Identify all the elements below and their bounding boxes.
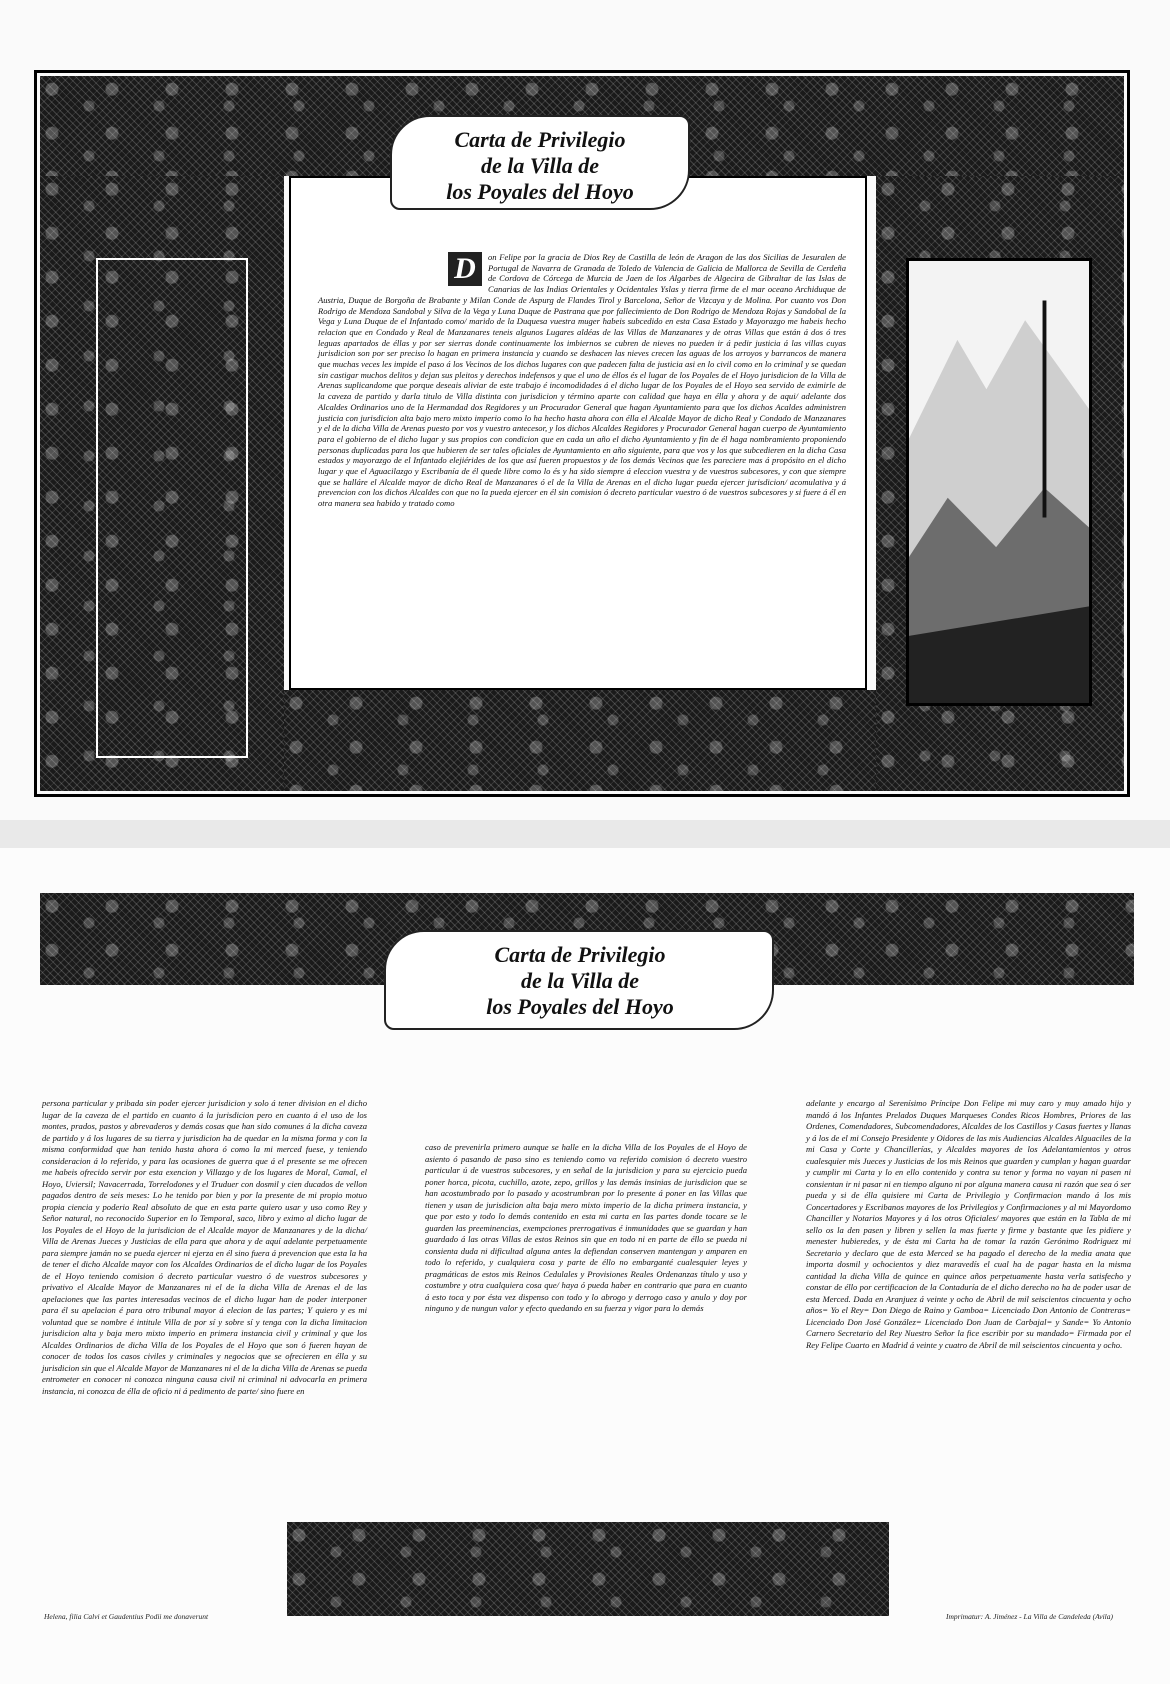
tools-illustration-bottom bbox=[284, 690, 876, 791]
mountain-icon bbox=[909, 261, 1089, 703]
document-page-1 bbox=[0, 0, 1170, 820]
text-column-3: adelante y encargo al Serenísimo Príncipe Don Felipe mi muy caro y muy amado hijo y mandó á los Infantes Prelados Duques Marqueses Condes Ricos Hombres, Priores de las Ordenes, Comendadores, Subcomendadores, Alcaldes de los Castillos y Casas fuertes y llanas y á los de el mi Consejo Presidente y Oidores de las mis Audiencias Alcaldes Alguaciles de la mi Casa y Corte y Chancillerías, y Alcaldes mayores de los Adelantamientos y otros cualesquier mis Jueces y Justicias de los mis Reinos que guarden y cumplan y hagan guardar y cumplir mi Carta y lo en ello contenido y contra su tenor y forma no vayan ni pasen ni consientan ir ni pasar ni en tiempo alguno ni por alguna manera causa ni razón que sea ó ser pueda y si de élla quisiere mi Carta de Privilegio y Confirmacion mando á los mis Concertadores y Escribanos mayores de los Privilegios y Confirmaciones y al mi Mayordomo Chanciller y Notarios Mayores y á los otros Oficiales/ mayores que están en la Tabla de mi sello os la den pasen y libren y sellen la mas fuerte y firme y bastante que les pidiere y menester hubieredes, y de ésta mi Carta ha de tomar la razón Gerónimo Rodriguez mi Secretario y declaro que de esta Merced se ha pagado el derecho de la media anata que importa dosmil y ochocientos y diez maravedís el cual ha de pagar hasta en la misma cantidad la dicha Villa de quince en quince años perpetuamente hasta verla satisfecho y constar de éllo por certificacion de la Contaduría de el dicho derecho no ha de poder usar de esta Merced. Dada en Aranjuez á veinte y ocho de Abril de mil seiscientos cincuenta y ocho años= Yo el Rey= Don Diego de Raino y Gamboa= Licenciado Don Antonio de Contreras= Licenciado Don José González= Licenciado Don Juan de Carbajal= y Sande= Yo Antonio Carnero Secretario del Rey Nuestro Señor la fice escribir por su mandado= Firmada por el Rey Felipe Cuarto en Madrid á veinte y cuatro de Abril de mil seiscientos cincuenta y ocho. bbox=[806, 1098, 1131, 1350]
tools-illustration-bottom bbox=[287, 1522, 889, 1616]
charter-paragraph: on Felipe por la gracia de Dios Rey de Castilla de león de Aragon de las dos Sicilias de Jesuralen de Portugal de Navarra de Granada de Toledo de Valencia de Galicia de Mallorca de Sevilla de Cerdeña de Cordova de Córcega de Murcia de Jaen de los Algarbes de Algecira de Gibraltar de las Islas de Canarias de las Indias Orientales y Ocidentales Yslas y tierra firme de el mar oceano Archiduque de Austria, Duque de Borgoña de Brabante y Milan Conde de Aspurg de Flandes Tirol y Barcelona, Señor de Vizcaya y de Molina. Por cuanto vos Don Rodrigo de Mendoza Sandobal y Silva de la Vega y Luna Duque de Pastrana que por fallecimiento de Don Rodrigo de Mendoza Rojas y Sandobal de la Vega y Luna Duque de el Infantado como/ marido de la Duquesa vuestra muger habeis subcedido en esta Casa Estado y Mayorazgo me habeis hecho relacion que en Condado y Real de Manzanares teneis algunos Lugares aldéas de las Villas de Manzanares y de otras Villas que están á dos ó tres leguas apartados de éllas y por ser sierras donde continuamente los imbiernos se cubren de nieves no pueden ir á pedir justicia á las villas cuyas jurisdicion son por ser preciso lo hagan en primera instancia y cuando se deshacen las nieves crecen las aguas de los arroyos y barrancos de manera que muchas veces les impide el paso á los Vecinos de los dichos lugares con que padecen falta de justicia asi en lo civil como en lo criminal y se quedan sin castigar muchos delitos y dejan sus pleitos y derechos indefensos y que el uno de éllos és el lugar de los Poyales de el Hoyo jurisdicion de la Villa de Arenas suplicandome que porque deseais aliviar de este trabajo é incomodidades á el dicho lugar de los Poyales de el Hoyo sea servido de eximirle de la caveza de partido y darla titulo de Villa distinta con jurisdicion y término aparte con calidad que haya en élla y ahora y de aqui/ adelante dos Alcaldes Ordinarios uno de la Hermandad dos Regidores y un Procurador General que hagan Ayuntamiento para que los dichos Acaldes administren justicia con jurisdicion alta bajo mero mixto imperio como lo ha hecho hasta ahora con élla el Alcalde Mayor de dicho Real y Condado de Manzanares y el de la dicha Villa de Arenas puesto por vos y vuestro antecesor, y los dichos Alcaldes Regidores y Procurador General hagan cuerpo de Ayuntamiento para el gobierno de el dicho lugar y sus propios con condicion que en cada un año el dicho Ayuntamiento y fin de él haga nombramiento proponiendo personas duplicadas para los que hubieren de ser tales oficiales de Ayuntamiento en año siguiente, para que vos y los que subcedieren en la dicha Casa estados y mayorazgo de el Infantado elejiérides de los que así fueren propuestos y de los demás Vecinos que les pareciere mas á propósito en el dicho lugar y que el Aguacilazgo y Escribanía de él quede libre como lo és y ha sido siempre á eleccion vuestra y de vuestros subcesores, y con que siempre que se halláre el Alcalde mayor de dicho Real de Manzanares ó el de la Villa de Arenas en el dicho lugar pueda ejercer jurisdicion/ acomulativa y á prevencion con los dichos Alcaldes con que no la pueda ejercer en él sin comision ó decreto particular vuestro ó de vuestros subcesores y si fuere á él en otra manera sea habido y tratado como bbox=[318, 252, 846, 509]
footer-credit: Helena, filia Calvi et Gaudentius Podii me donaverunt bbox=[44, 1612, 209, 1621]
text-column-1: persona particular y pribada sin poder ejercer jurisdicion y solo á tener division en el dicho lugar de la caveza de el partido en cuanto á la jurisdicion pero en cuanto á el uso de los montes, prados, pastos y abrevaderos y demás cosas que han sido comunes á la dicha caveza de partido y á los lugares de su tierra y jurisdicion ha de quedar en la misma forma y con la misma conformidad que han tenido hasta ahora ó como la mi merced fuese, y teniendo consideracion á lo referido, y para las ocasiones de guerra que á el presente se me ofrecen me habeis ofrecido servir por esta exencion y Villazgo y de los lugares de Moral, Camal, el Hoyo, Uviersil; Navacerrada, Torrelodones y el Truduer con dosmil y cien ducados de vellon pagados dentro de seis meses: Lo he tenido por bien y por la presente de mi propio motuo propia ciencia y poderio Real absoluto de que en esta parte quiero usar y uso como Rey y Señor natural, no reconocido Superior en lo Temporal, saco, libro y eximo al dicho lugar de los Poyales de el Hoyo de la jurisdicion de el Alcalde mayor de Manzanares y de la dicha/ Villa de Arenas Jueces y Justicias de ella para que ahora y de aquí adelante perpetuamente para siempre jamán no se pueda ejercer ni ejerza en él sino fuera á prevencion que esta la ha de tener el dicho Alcalde mayor con los Alcaldes Ordinarios de el dicho lugar de los Poyales de el Hoyo teniendo comision ó decreto particular vuestro ó de vuestros subcesores y privativo el Alcalde Mayor de Manzanares ni el de la dicha Villa de Arenas el de las apelaciones que las partes interesadas vecinos de el dicho lugar han de poder interponer para él su apelacion é para otro tribunal mayor á elecion de las partes; Y quiero y es mi voluntad que se nombre é intitule Villa de por sí y sobre sí y tenga con la dicha limitacion jurisdicion alta y baja mero mixto imperio en primera instancia civil y criminal y que los Alcaldes Ordinarios de dicha Villa de los Poyales de el Hoyo que son ó fueren hayan de conocer de todos los casos civiles y criminales y negocios que se ofrecieren en élla y su jurisdicion sin que el Alcalde Mayor de Manzanares ni el de la dicha Villa de Arenas se pueda entrometer en conocer ni conozca ninguna causa civil ni criminal ni advocarla en primera instancia, ni conozca de élla de oficio ni á pedimento de parte/ sino fuere en bbox=[42, 1098, 367, 1396]
page-title: Carta de Privilegio de la Villa de los Poyales del Hoyo bbox=[446, 127, 634, 204]
page-title: Carta de Privilegio de la Villa de los Poyales del Hoyo bbox=[486, 942, 674, 1019]
document-page-2 bbox=[0, 848, 1170, 1684]
dropcap-letter: D bbox=[448, 252, 482, 286]
page-separator bbox=[0, 820, 1170, 848]
charter-body bbox=[318, 252, 846, 509]
footer-imprimatur: Imprimatur: A. Jiménez - La Villa de Candeleda (Avila) bbox=[946, 1612, 1113, 1621]
mountain-landscape-illustration bbox=[906, 258, 1092, 706]
lily-illustration bbox=[96, 258, 248, 758]
text-column-2: caso de prevenirla primero aunque se halle en la dicha Villa de los Poyales de el Hoyo de asiento ó pasando de paso sino es teniendo como va referido comision ó decreto vuestro particular ú de vuestros subcesores, y en señal de la jurisdicion y para su ejercicio pueda poner horca, picota, cuchillo, azote, zepo, grillos y las demás insinias de jurisdicion que se han acostumbrado por lo pasado y acostrumbran por lo presente á poner en las Villas que tienen y usan de jurisdicion alta baja mero mixto imperio de la dicha primera instancia, y que por esto y todo lo demás contenido en esta mi carta en las partes donde tocare se le guarden las preeminencias, exempciones prerrogativas é inmunidades que se guardan y han guardado á las otras Villas de estos Reinos sin que en todo ni en parte de éllo se pueda ni consienta duda ni dificultad alguna antes la defiendan conserven mantengan y amparen en todo lo referido, y cualquiera cosa y parte de éllo no embarganté cualesquier leyes y pragmáticas de estos mis Reinos Cedulales y Provisiones Reales Ordenanzas título y uso y costumbre y otra cualquiera cosa que/ haya ó pueda haber en contrario que para en cuanto á esto toca y por ésta vez dispenso con todo y lo abrogo y derrogo caso y anulo y doy por ninguno y de nungun valor y efecto quedando en su fuerza y vigor para lo demás bbox=[425, 1142, 747, 1313]
